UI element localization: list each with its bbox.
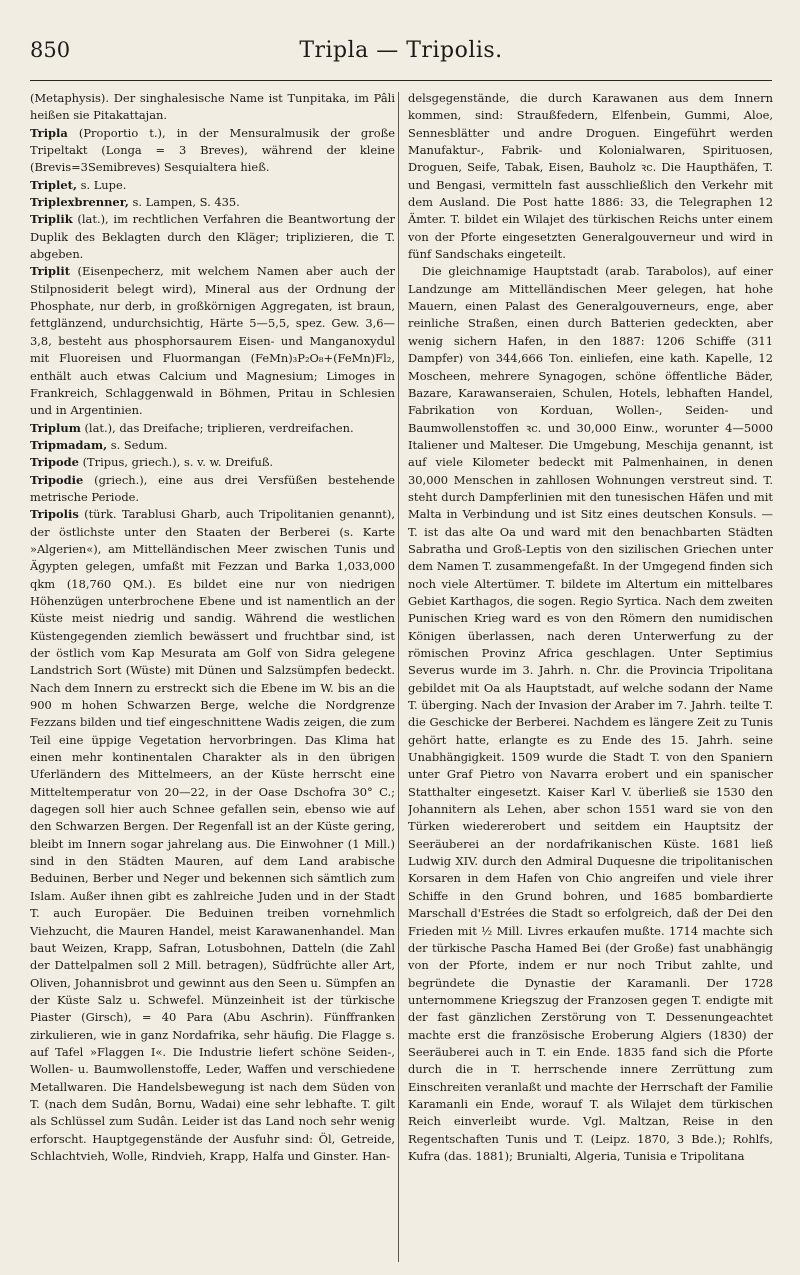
headword: Tripodie <box>30 472 84 487</box>
entry-text: (türk. Tarablusi Gharb, auch Tripolitanien genannt), der östlichste unter den Staaten der Berberei (s. Karte »Algerien«), am Mittelländischen Meer zwischen Tunis und Ägypten gelegen, umfaßt mit Fezzan und Barka 1,033,000 qkm (18,760 QM.). Es bildet eine nur von niedrigen Höhenzügen unterbrochene Ebene und ist namentlich an der Küste meist niedrig und sandig. Während die westlichen Küstengegenden ziemlich bewässert und fruchtbar sind, ist der östlich vom Kap Mesurata am Golf von Sidra gelegene Landstrich Sort (Wüste) mit Dünen und Salzsümpfen bedeckt. Nach dem Innern zu erstreckt sich die Ebene im W. bis an die 900 m hohen Schwarzen Berge, welche die Nordgrenze Fezzans bilden und tief eingeschnittene Wadis zeigen, die zum Teil eine üppige Vegetation hervorbringen. Das Klima hat einen mehr kontinentalen Charakter als in den übrigen Uferländern des Mittelmeers, an der Küste herrscht eine Mitteltemperatur von 20—22, in der Oase Dschofra 30° C.; dagegen soll hier auch Schnee gefallen sein, ebenso wie auf den Schwarzen Bergen. Der Regenfall ist an der Küste gering, bleibt im Innern sogar jahrelang aus. Die Einwohner (1 Mill.) sind in den Städten Mauren, auf dem Land arabische Beduinen, Berber und Neger und bekennen sich sämtlich zum Islam. Außer ihnen gibt es zahlreiche Juden und in der Stadt T. auch Europäer. Die Beduinen treiben vornehmlich Viehzucht, die Mauren Handel, meist Karawanenhandel. Man baut Weizen, Krapp, Safran, Lotusbohnen, Datteln (die Zahl der Dattelpalmen soll 2 Mill. betragen), Südfrüchte aller Art, Oliven, Johannisbrot und gewinnt aus den Seen u. Sümpfen an der Küste Salz u. Schwefel. Münzeinheit ist der türkische Piaster (Girsch), = 40 Para (Abu Aschrin). Fünffranken zirkulieren, wie in ganz Nordafrika, sehr häufig. Die Flagge s. auf Tafel »Flaggen I«. Die Industrie liefert schöne Seiden-, Wollen- u. Baumwollenstoffe, Leder, Waffen und verschiedene Metallwaren. Die Handelsbewegung ist nach dem Süden von T. (nach dem Sudân, Bornu, Wadai) eine sehr lebhafte. T. gilt als Schlüssel zum Sudân. Leider ist das Land noch sehr wenig erforscht. Hauptgegenstände der Ausfuhr sind: Öl, Getreide, Schlachtvieh, Wolle, Rindvieh, Krapp, Halfa und Ginster. Han- <box>30 507 395 1163</box>
right-column <box>408 90 773 1265</box>
entry-triplit <box>30 263 395 419</box>
entry-text: delsgegenstände, die durch Karawanen aus dem Innern kommen, sind: Straußfedern, Elfenbein, Gummi, Aloe, Sennesblätter und andre Droguen. Eingeführt werden Manufaktur-, Fabrik- und Kolonialwaren, Spirituosen, Droguen, Seife, Tabak, Eisen, Bauholz ꝛc. Die Haupthäfen, T. und Bengasi, vermitteln fast ausschließlich den Verkehr mit dem Ausland. Die Post hatte 1886: 33, die Telegraphen 12 Ämter. T. bildet ein Wilajet des türkischen Reichs unter einem von der Pforte eingesetzten Generalgouverneur und wird in fünf Sandschaks eingeteilt. <box>408 91 773 262</box>
entry-triplet <box>30 177 395 194</box>
column-divider <box>398 92 399 1262</box>
entry-tripodie <box>30 472 395 507</box>
entry-continuation <box>408 90 773 263</box>
entry-tripode <box>30 454 395 471</box>
left-column <box>30 90 395 1265</box>
entry-text: (griech.), eine aus drei Versfüßen bestehende metrische Periode. <box>30 472 395 504</box>
headword: Triplik <box>30 212 73 227</box>
entry-text: s. Sedum. <box>107 437 168 452</box>
headword: Triplet, <box>30 177 77 192</box>
headword: Triplexbrenner, <box>30 195 129 210</box>
entry-text: (Metaphysis). Der singhalesische Name ist Tunpitaka, im Pâli heißen sie Pitakattajan. <box>30 91 395 123</box>
entry-text: Die gleichnamige Hauptstadt (arab. Tarabolos), auf einer Landzunge am Mittelländischen Meer gelegen, hat hohe Mauern, einen Palast des Generalgouverneurs, enge, aber reinliche Straßen, einen durch Batterien gedeckten, aber wenig sichern Hafen, in den 1887: 1206 Schiffe (311 Dampfer) von 344,666 Ton. einliefen, eine kath. Kapelle, 12 Moscheen, mehrere Synagogen, schöne öffentliche Bäder, Bazare, Karawanseraien, Schulen, Hotels, lebhaften Handel, Fabrikation von Korduan, Wollen-, Seiden- und Baumwollenstoffen ꝛc. und 30,000 Einw., worunter 4—5000 Italiener und Malteser. Die Umgebung, Meschija genannt, ist auf viele Kilometer bedeckt mit Palmenhainen, in denen 30,000 Menschen in zahllosen Wohnungen verstreut sind. T. steht durch Dampferlinien mit den tunesischen Häfen und mit Malta in Verbindung und ist Sitz eines deutschen Konsuls. — T. ist das alte Oa und ward mit den benachbarten Städten Sabratha und Groß-Leptis von den sizilischen Griechen unter dem Namen T. zusammengefaßt. In der Umgegend finden sich noch viele Altertümer. T. bildete im Altertum ein mittelbares Gebiet Karthagos, die sogen. Regio Syrtica. Nach dem zweiten Punischen Krieg ward es von den Römern den numidischen Königen überlassen, nach deren Unterwerfung zu der römischen Provinz Africa geschlagen. Unter Septimius Severus wurde im 3. Jahrh. n. Chr. die Provincia Tripolitana gebildet mit Oa als Hauptstadt, auf welche sodann der Name T. überging. Nach der Invasion der Araber im 7. Jahrh. teilte T. die Geschicke der Berberei. Nachdem es längere Zeit zu Tunis gehört hatte, erlangte es zu Ende des 15. Jahrh. seine Unabhängigkeit. 1509 wurde die Stadt T. von den Spaniern unter Graf Pietro von Navarra erobert und ein spanischer Statthalter eingesetzt. Kaiser Karl V. überließ sie 1530 den Johannitern als Lehen, aber schon 1551 ward sie von den Türken wiedererobert und seitdem ein Hauptsitz der Seeräuberei an der nordafrikanischen Küste. 1681 ließ Ludwig XIV. durch den Admiral Duquesne die tripolitanischen Korsaren in dem Hafen von Chio angreifen und viele ihrer Schiffe in den Grund bohren, und 1685 bombardierte Marschall d'Estrées die Stadt so erfolgreich, daß der Dei den Frieden mit ½ Mill. Livres erkaufen mußte. 1714 machte sich der türkische Pascha Hamed Bei (der Große) fast unabhängig von der Pforte, indem er nur noch Tribut zahlte, und begründete die Dynastie der Karamanli. Der 1728 unternommene Kriegszug der Franzosen gegen T. endigte mit der fast gänzlichen Zerstörung von T. Dessenungeachtet machte erst die französische Eroberung Algiers (1830) der Seeräuberei auch in T. ein Ende. 1835 fand sich die Pforte durch die in T. herrschende innere Zerrüttung zum Einschreiten veranlaßt und machte der Herrschaft der Familie Karamanli ein Ende, worauf T. als Wilajet dem türkischen Reich einverleibt wurde. Vgl. Maltzan, Reise in den Regentschaften Tunis und T. (Leipz. 1870, 3 Bde.); Rohlfs, Kufra (das. 1881); Brunialti, Algeria, Tunisia e Tripolitana <box>408 264 773 1163</box>
entry-text: (Eisenpecherz, mit welchem Namen aber auch der Stilpnosiderit belegt wird), Mineral aus der Ordnung der Phosphate, nur derb, in großkörnigen Aggregaten, ist braun, fettglänzend, undurchsichtig, Härte 5—5,5, spez. Gew. 3,6—3,8, besteht aus phosphorsaurem Eisen- und Manganoxydul mit Fluoreisen und Fluormangan (FeMn)₃P₂O₈+(FeMn)Fl₂, enthält auch etwas Calcium und Magnesium; Limoges in Frankreich, Schlaggenwald in Böhmen, Pritau in Schlesien und in Argentinien. <box>30 264 395 418</box>
entry-text: (lat.), das Dreifache; triplieren, verdreifachen. <box>80 420 354 435</box>
page-number: 850 <box>30 38 71 62</box>
headword: Tripode <box>30 455 79 470</box>
entry-text: s. Lampen, S. 435. <box>128 195 240 210</box>
headword: Triplum <box>30 420 81 435</box>
entry-triplik <box>30 211 395 263</box>
entry-tripolis <box>30 506 395 1165</box>
entry-triplexbrenner <box>30 194 395 211</box>
page-header <box>30 34 772 74</box>
headword: Tripla <box>30 125 68 140</box>
entry-continuation <box>30 90 395 125</box>
entry-text: (Tripus, griech.), s. v. w. Dreifuß. <box>78 455 274 470</box>
headword: Tripmadam, <box>30 437 108 452</box>
entry-tripmadam <box>30 437 395 454</box>
header-rule <box>30 80 772 81</box>
entry-text: (Proportio t.), in der Mensuralmusik der große Tripeltakt (Longa = 3 Breves), während der kleine (Brevis=3Semibreves) Sesquialtera hieß. <box>30 125 395 175</box>
entry-triplum <box>30 420 395 437</box>
headword: Triplit <box>30 264 71 279</box>
entry-tripla <box>30 125 395 177</box>
entry-capital-city <box>408 263 773 1165</box>
entry-text: (lat.), im rechtlichen Verfahren die Beantwortung der Duplik des Beklagten durch den Kläger; triplizieren, die T. abgeben. <box>30 212 395 262</box>
entry-text: s. Lupe. <box>76 177 127 192</box>
running-head: Tripla — Tripolis. <box>299 38 503 63</box>
headword: Tripolis <box>30 507 79 522</box>
